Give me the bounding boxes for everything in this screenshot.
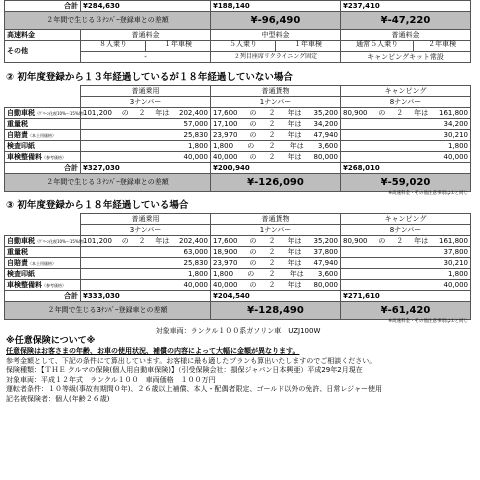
value-amount: 101,200 <box>83 108 112 117</box>
value-amount: 37,800 <box>313 247 338 256</box>
value-text: ２ <box>268 141 276 150</box>
value-text: の <box>249 130 257 139</box>
col-header: キャンピング <box>341 86 471 97</box>
row-label: 自動車税（ｸﾞﾘｰﾝ化税10%～15%増） <box>5 236 81 247</box>
cost-row <box>5 258 471 269</box>
value-amount: 40,000 <box>213 280 238 289</box>
col-subheader: 3ナンバー <box>81 97 211 108</box>
value-amount: 18,900 <box>213 247 238 256</box>
value-cell: 1,800 <box>341 269 471 280</box>
other-cell: キャンピングキット常設 <box>341 52 471 63</box>
diff-cell: ¥-96,490 <box>211 12 341 30</box>
cost-row <box>5 152 471 163</box>
value-cell <box>211 152 341 163</box>
row-label: 重量税 <box>5 119 81 130</box>
value-cell: 63,000 <box>81 247 211 258</box>
section3-body <box>5 236 471 291</box>
section3-title: ③ 初年度登録から１８年経過している場合 <box>6 200 189 212</box>
value-text: の <box>249 119 257 128</box>
value-amount: 1,800 <box>213 141 234 150</box>
other-cell: ２列目座席リクライニング固定 <box>211 52 341 63</box>
section2-body <box>5 108 471 163</box>
value-amount: 202,400 <box>179 108 208 117</box>
highway-cell: 普通料金 <box>341 30 471 41</box>
section1-diff-row <box>5 12 471 30</box>
value-text: の <box>378 108 386 117</box>
value-text: 年は <box>289 269 304 278</box>
value-amount: 47,940 <box>313 258 338 267</box>
highway-label: 高速料金 <box>5 30 81 41</box>
value-cell <box>211 280 341 291</box>
insurance-line: 参考金額として、下記の条件にて算出しています。お客様に最も適したプランも算出いたしますのでご相談ください。 <box>6 356 377 365</box>
diff-cell: ¥-47,220 <box>341 12 471 30</box>
other-cell: ８人乗り <box>99 40 127 48</box>
total-label: 合計 <box>5 163 81 174</box>
section3-diff-row <box>5 302 471 320</box>
value-text: の <box>378 236 386 245</box>
value-cell: 40,000 <box>81 152 211 163</box>
value-text: 年は <box>155 108 170 117</box>
section2-diff-row <box>5 174 471 192</box>
value-amount: 80,000 <box>313 280 338 289</box>
value-amount: 101,200 <box>83 236 112 245</box>
value-cell <box>341 236 471 247</box>
value-text: ２ <box>268 152 276 161</box>
other-cell: １年車検 <box>145 41 210 51</box>
insurance-body <box>4 347 472 404</box>
value-text: の <box>249 280 257 289</box>
value-text: の <box>249 247 257 256</box>
value-amount: 161,800 <box>439 236 468 245</box>
value-cell: 40,000 <box>341 280 471 291</box>
value-cell <box>211 258 341 269</box>
section3-table <box>4 213 471 320</box>
section2-subheader-row <box>5 97 471 108</box>
total-cell: ¥268,010 <box>341 163 471 174</box>
total-cell: ¥188,140 <box>211 1 341 12</box>
cost-row <box>5 247 471 258</box>
value-amount: 161,800 <box>439 108 468 117</box>
col-subheader: 3ナンバー <box>81 225 211 236</box>
value-amount: 47,940 <box>313 130 338 139</box>
insurance-line: 対象車両：平成１２年式 ランクル１００ 車両価格 １００万円 <box>6 375 216 384</box>
value-text: ２ <box>268 119 276 128</box>
col-subheader: 1ナンバー <box>211 225 341 236</box>
value-cell: 40,000 <box>341 152 471 163</box>
other-row <box>5 41 471 52</box>
value-cell <box>211 108 341 119</box>
diff-cell: ¥-61,420 <box>341 302 471 320</box>
value-cell <box>211 269 341 280</box>
section3-total-row <box>5 291 471 302</box>
value-text: 年は <box>287 236 302 245</box>
row-label: 車検整備料（参考価格） <box>5 280 81 291</box>
cost-row <box>5 108 471 119</box>
value-text: ２ <box>268 280 276 289</box>
col-header: キャンピング <box>341 214 471 225</box>
other-cell: - <box>81 52 211 63</box>
cost-row <box>5 130 471 141</box>
section3-subheader-row <box>5 225 471 236</box>
target-vehicle: 対象車両：ランクル１００系ガソリン車 UZJ100W <box>155 327 321 335</box>
col-header: 普通貨物 <box>211 214 341 225</box>
other-cell: ５人乗り <box>229 40 257 48</box>
value-text: 年は <box>287 108 302 117</box>
cost-row <box>5 236 471 247</box>
total-cell: ¥237,410 <box>341 1 471 12</box>
value-text: ２ <box>396 236 404 245</box>
value-cell <box>341 108 471 119</box>
highway-cell: 普通料金 <box>81 30 211 41</box>
value-text: 年は <box>287 119 302 128</box>
value-cell <box>81 108 211 119</box>
highway-row <box>5 30 471 41</box>
value-text: ２ <box>268 236 276 245</box>
value-text: 年は <box>287 130 302 139</box>
section1-table <box>4 0 471 63</box>
value-cell: 40,000 <box>81 280 211 291</box>
value-text: ２ <box>396 108 404 117</box>
diff-label: ２年間で生じる３ﾅﾝﾊﾞｰ登録車との差額 <box>5 174 211 192</box>
section1-total-row <box>5 1 471 12</box>
value-text: ２ <box>138 108 146 117</box>
row-label: 検査印紙 <box>5 141 81 152</box>
value-cell: 25,830 <box>81 258 211 269</box>
row-label: 自動車税（ｸﾞﾘｰﾝ化税10%～15%増） <box>5 108 81 119</box>
value-amount: 17,600 <box>213 108 238 117</box>
value-text: 年は <box>287 152 302 161</box>
value-amount: 80,000 <box>313 152 338 161</box>
value-amount: 17,600 <box>213 236 238 245</box>
insurance-line: 記名被保険者：個人(年齢２６歳) <box>6 394 110 403</box>
diff-cell: ¥-126,090 <box>211 174 341 192</box>
value-cell: 34,200 <box>341 119 471 130</box>
value-text: の <box>247 269 255 278</box>
value-cell: 57,000 <box>81 119 211 130</box>
value-cell: 30,210 <box>341 130 471 141</box>
value-cell <box>211 247 341 258</box>
insurance-line: 任意保険はお客さまの年齢、お車の使用状況、補償の内容によって大幅に金額が異なります。 <box>6 347 300 355</box>
other-cell: １年車検 <box>275 41 340 51</box>
cost-row <box>5 280 471 291</box>
section3-header-row <box>5 214 471 225</box>
value-amount: 17,100 <box>213 119 238 128</box>
section2-note: ※高速料金・その他注意事項は①と同じ <box>388 191 468 196</box>
total-label: 合計 <box>5 1 81 12</box>
total-cell: ¥284,630 <box>81 1 211 12</box>
value-cell: 25,830 <box>81 130 211 141</box>
diff-cell: ¥-59,020 <box>341 174 471 192</box>
value-text: の <box>121 236 129 245</box>
row-label: 自賠責（本土用価格） <box>5 258 81 269</box>
value-text: 年は <box>287 280 302 289</box>
value-text: の <box>249 258 257 267</box>
value-text: 年は <box>155 236 170 245</box>
value-amount: 40,000 <box>213 152 238 161</box>
value-amount: 202,400 <box>179 236 208 245</box>
value-text: 年は <box>289 141 304 150</box>
insurance-line: 保険種類：【ＴＨＥ クルマの保険(個人用自動車保険)】（引受保険会社：損保ジャパン日本興亜）平成29年2月現在 <box>6 366 363 374</box>
col-header: 普通貨物 <box>211 86 341 97</box>
value-cell <box>211 236 341 247</box>
value-cell <box>81 236 211 247</box>
value-text: ２ <box>138 236 146 245</box>
value-text: ２ <box>268 130 276 139</box>
highway-cell: 中型料金 <box>211 30 341 41</box>
row-label: 重量税 <box>5 247 81 258</box>
other-label: その他 <box>5 41 81 63</box>
col-header: 普通乗用 <box>81 214 211 225</box>
section2-total-row <box>5 163 471 174</box>
value-text: ２ <box>268 269 276 278</box>
value-text: の <box>121 108 129 117</box>
total-cell: ¥271,610 <box>341 291 471 302</box>
value-text: の <box>249 152 257 161</box>
col-subheader: 8ナンバー <box>341 225 471 236</box>
value-text: の <box>247 141 255 150</box>
row-label: 車検整備料（参考価格） <box>5 152 81 163</box>
value-cell: 30,210 <box>341 258 471 269</box>
section2-title: ② 初年度登録から１３年経過しているが１８年経過していない場合 <box>6 72 293 84</box>
value-text: ２ <box>268 108 276 117</box>
col-header: 普通乗用 <box>81 86 211 97</box>
value-cell <box>211 130 341 141</box>
diff-label: ２年間で生じる３ﾅﾝﾊﾞｰ登録車との差額 <box>5 12 211 30</box>
section2-table <box>4 85 471 192</box>
col-subheader: 8ナンバー <box>341 97 471 108</box>
value-text: 年は <box>287 258 302 267</box>
total-cell: ¥333,030 <box>81 291 211 302</box>
value-amount: 35,200 <box>313 236 338 245</box>
cost-row <box>5 119 471 130</box>
value-cell: 1,800 <box>81 269 211 280</box>
row-label: 自賠責（本土用価格） <box>5 130 81 141</box>
value-amount: 35,200 <box>313 108 338 117</box>
total-cell: ¥327,030 <box>81 163 211 174</box>
section3-note: ※高速料金・その他注意事項は①と同じ <box>388 319 468 324</box>
value-text: 年は <box>287 247 302 256</box>
value-cell <box>211 141 341 152</box>
total-label: 合計 <box>5 291 81 302</box>
row-label: 検査印紙 <box>5 269 81 280</box>
value-amount: 3,600 <box>317 269 338 278</box>
diff-cell: ¥-128,490 <box>211 302 341 320</box>
value-amount: 1,800 <box>213 269 234 278</box>
diff-label: ２年間で生じる3ﾅﾝﾊﾞｰ登録車との差額 <box>5 302 211 320</box>
total-cell: ¥204,540 <box>211 291 341 302</box>
insurance-title: ※任意保険について※ <box>6 335 96 346</box>
value-amount: 23,970 <box>213 130 238 139</box>
other-cell: 通常５人乗り <box>356 40 399 48</box>
insurance-line: 運転者条件：１０等級(事故有期間０年)、２６歳以上補償、本人・配偶者限定、ゴールド以外の免許、日常レジャー使用 <box>6 385 383 393</box>
value-amount: 80,900 <box>343 236 368 245</box>
other-cell: ２年車検 <box>413 41 470 51</box>
value-cell: 37,800 <box>341 247 471 258</box>
value-amount: 80,900 <box>343 108 368 117</box>
value-text: の <box>249 108 257 117</box>
value-amount: 23,970 <box>213 258 238 267</box>
value-text: 年は <box>414 108 429 117</box>
cost-row <box>5 269 471 280</box>
total-cell: ¥200,940 <box>211 163 341 174</box>
value-cell <box>211 119 341 130</box>
value-text: 年は <box>414 236 429 245</box>
value-amount: 34,200 <box>313 119 338 128</box>
cost-row <box>5 141 471 152</box>
value-cell: 1,800 <box>341 141 471 152</box>
value-amount: 3,600 <box>317 141 338 150</box>
section2-header-row <box>5 86 471 97</box>
value-text: ２ <box>268 247 276 256</box>
value-cell: 1,800 <box>81 141 211 152</box>
col-subheader: 1ナンバー <box>211 97 341 108</box>
value-text: の <box>249 236 257 245</box>
value-text: ２ <box>268 258 276 267</box>
